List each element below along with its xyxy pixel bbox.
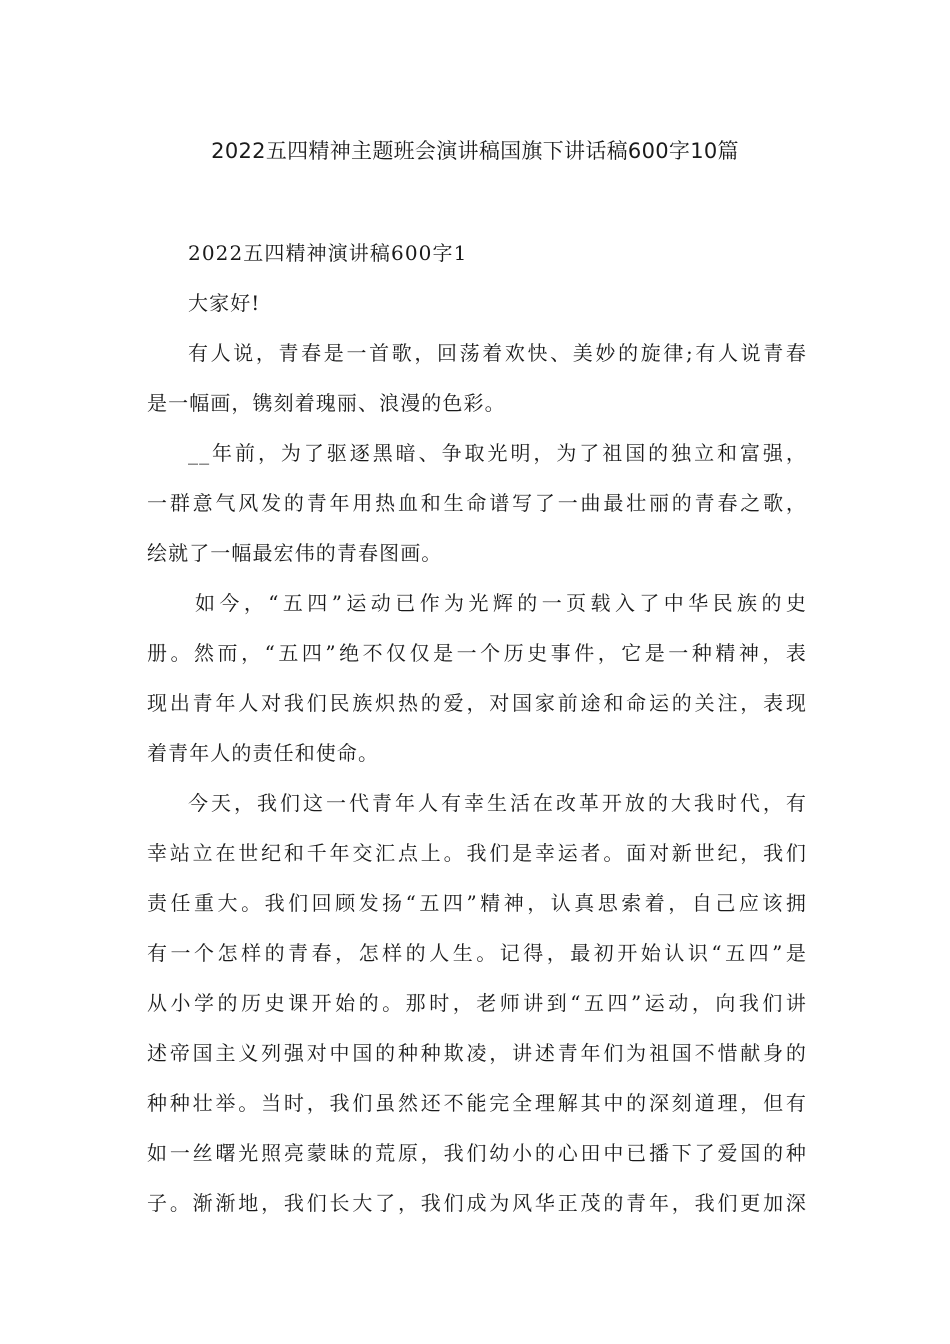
paragraph-line: 册。然而，“五四”绝不仅仅是一个历史事件，它是一种精神，表 bbox=[147, 641, 807, 665]
document-title: 2022五四精神主题班会演讲稿国旗下讲话稿600字10篇 bbox=[211, 139, 739, 163]
paragraph-line: 今天，我们这一代青年人有幸生活在改革开放的大我时代，有 bbox=[188, 791, 807, 815]
paragraph-line: 是一幅画，镌刻着瑰丽、浪漫的色彩。 bbox=[147, 391, 506, 415]
paragraph-line: 一群意气风发的青年用热血和生命谱写了一曲最壮丽的青春之歌， bbox=[147, 491, 807, 515]
paragraph-line: 责任重大。我们回顾发扬“五四”精神，认真思索着，自己应该拥 bbox=[147, 891, 807, 915]
paragraph-line: 有人说，青春是一首歌，回荡着欢快、美妙的旋律;有人说青春 bbox=[188, 341, 807, 365]
paragraph-line: 着青年人的责任和使命。 bbox=[147, 741, 380, 765]
greeting: 大家好! bbox=[188, 291, 261, 315]
paragraph-line: 种种壮举。当时，我们虽然还不能完全理解其中的深刻道理，但有 bbox=[147, 1091, 807, 1115]
paragraph-line: 如今，“五四”运动已作为光辉的一页载入了中华民族的史 bbox=[195, 591, 807, 615]
paragraph-line: __年前，为了驱逐黑暗、争取光明，为了祖国的独立和富强， bbox=[188, 441, 807, 465]
paragraph-line: 幸站立在世纪和千年交汇点上。我们是幸运者。面对新世纪，我们 bbox=[147, 841, 807, 865]
paragraph-line: 绘就了一幅最宏伟的青春图画。 bbox=[147, 541, 443, 565]
paragraph-line: 子。渐渐地，我们长大了，我们成为风华正茂的青年，我们更加深 bbox=[147, 1191, 807, 1215]
paragraph-line: 从小学的历史课开始的。那时，老师讲到“五四”运动，向我们讲 bbox=[147, 991, 807, 1015]
paragraph-line: 如一丝曙光照亮蒙昧的荒原，我们幼小的心田中已播下了爱国的种 bbox=[147, 1141, 807, 1165]
paragraph-line: 述帝国主义列强对中国的种种欺凌，讲述青年们为祖国不惜献身的 bbox=[147, 1041, 807, 1065]
paragraph-line: 现出青年人对我们民族炽热的爱，对国家前途和命运的关注，表现 bbox=[147, 691, 807, 715]
section-heading: 2022五四精神演讲稿600字1 bbox=[188, 241, 468, 265]
paragraph-line: 有一个怎样的青春，怎样的人生。记得，最初开始认识“五四”是 bbox=[147, 941, 807, 965]
